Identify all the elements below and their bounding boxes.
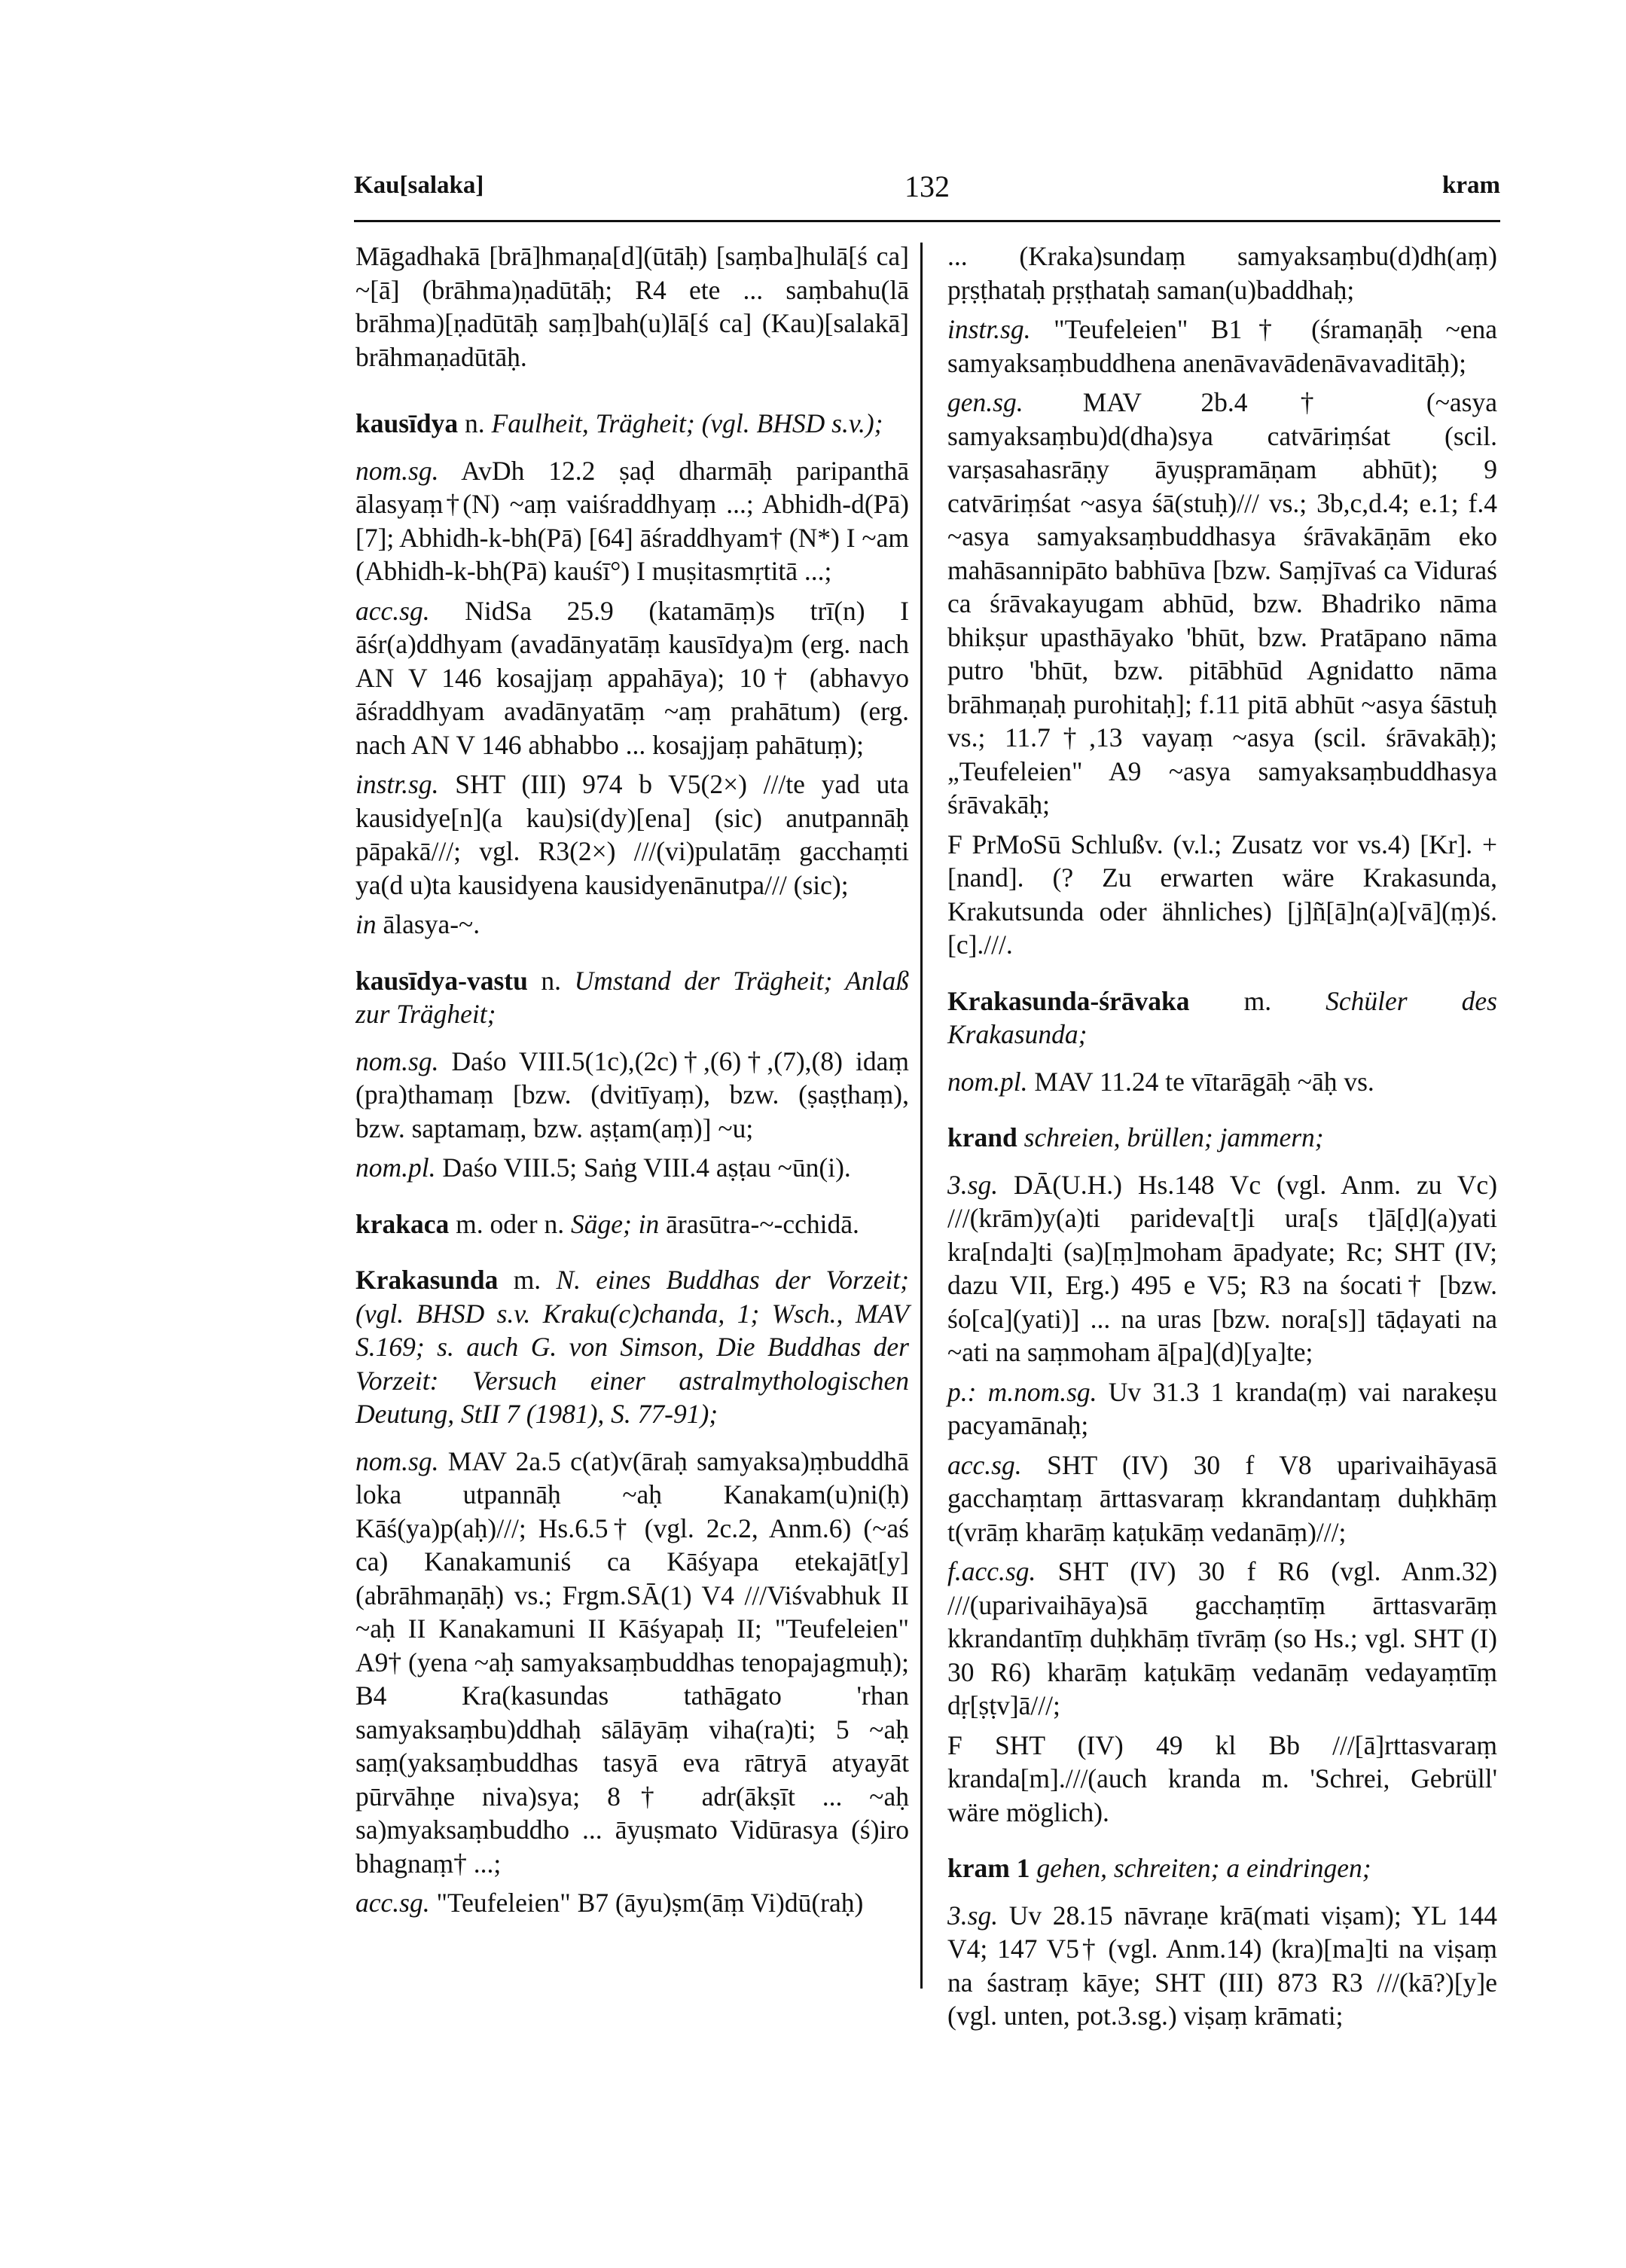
headword: krakaca	[355, 1208, 450, 1239]
form-label: nom.sg.	[355, 455, 439, 486]
form-label: nom.pl.	[947, 1066, 1028, 1097]
headword: krand	[947, 1122, 1017, 1152]
form-label: acc.sg.	[947, 1449, 1022, 1480]
form-label: 3.sg.	[947, 1900, 999, 1931]
lemma-line	[947, 984, 1497, 1052]
entry-kausidya	[355, 407, 909, 942]
headword: Krakasunda-śrāvaka	[947, 985, 1190, 1016]
citation	[947, 313, 1497, 380]
citation-text: ālasya-~.	[383, 909, 480, 939]
citation	[947, 1448, 1497, 1549]
form-label: nom.sg.	[355, 1045, 439, 1076]
citation	[355, 454, 909, 588]
citation	[947, 1555, 1497, 1723]
citation	[355, 908, 909, 942]
citation-text: MAV 11.24 te vītarāgāḥ ~āḥ vs.	[1034, 1066, 1374, 1097]
citation	[947, 1168, 1497, 1369]
entry-krakasunda-continued	[947, 240, 1497, 962]
citation-text: SHT (III) 974 b V5(2×) ///te yad uta kausidye[n](a kau)si(dy)[ena] (sic) anutpannāḥ pāpakā///; vgl. R3(2×) ///(vi)pulatāṃ gacchaṃti ya(d u)ta kausidyena kausidyenānutpa/// (sic);	[355, 769, 910, 900]
citation-text: NidSa 25.9 (katamāṃ)s trī(n) I āśr(a)ddhyam (avadānyatāṃ kausīdya)m (erg. nach AN V 146 kosajjaṃ appahāya); 10† (abhavyo āśraddhyam avadānyatāṃ ~aṃ prahātum) (erg. nach AN V 146 abhabbo ... kosajjaṃ pahātuṃ);	[355, 595, 909, 760]
form-label: in	[355, 909, 377, 939]
entry-krakasunda	[355, 1263, 909, 1920]
right-column	[947, 240, 1497, 2056]
lemma-line	[355, 407, 909, 441]
headword: kausīdya-vastu	[355, 965, 528, 996]
citation-text: AvDh 12.2 ṣaḍ dharmāḥ paripanthā ālasyaṃ†(N) ~aṃ vaiśraddhyaṃ ...; Abhidh-d(Pā) [7]; Abhidh-k-bh(Pā) [64] āśraddhyam† (N*) I ~am (Abhidh-k-bh(Pā) kauśī°) I muṣitasmṛtitā ...;	[355, 455, 909, 586]
grammar: n.	[541, 965, 562, 996]
header-rule	[354, 220, 1500, 222]
grammar: n.	[465, 408, 485, 438]
citation	[947, 386, 1497, 822]
citation	[355, 1045, 909, 1146]
citation-text: "Teufeleien" B7 (āyu)ṣm(āṃ Vi)dū(raḥ)	[436, 1888, 864, 1918]
citation-text: Daśo VIII.5; Saṅg VIII.4 aṣṭau ~ūn(i).	[442, 1152, 851, 1183]
citation	[355, 1886, 909, 1920]
citation-text: MAV 2b.4† (~asya samyaksaṃbu)d(dha)sya catvāriṃśat (scil. varṣasahasrāṇy āyuṣpramāṇam abhūt); 9 catvāriṃśat ~asya śā(stuḥ)/// vs.; 3b,c,d.4; e.1; f.4 ~asya samyaksaṃbuddhasya śrāvakāṇām eko mahāsannipāto babhūva [bzw. Saṃjīvaś ca Viduraś ca śrāvakayugam abhūd, bzw. Bhadriko nāma bhikṣur upasthāyako 'bhūt, bzw. Pratāpano nāma putro 'bhūt, bzw. pitābhūd Agnidatto nāma brāhmaṇaḥ purohitaḥ]; f.11 pitā abhūt ~asya śāstuḥ vs.; 11.7†,13 vayaṃ ~asya (scil. śrāvakāḥ); „Teufeleien" A9 ~asya samyaksaṃbuddhasya śrāvakāḥ;	[947, 387, 1498, 820]
lemma-line	[947, 1121, 1497, 1155]
form-label: nom.sg.	[355, 1445, 439, 1476]
gloss: schreien, brüllen; jammern;	[1023, 1122, 1324, 1152]
left-column	[355, 240, 909, 1943]
headword: kausīdya	[355, 408, 459, 438]
citation-text: DĀ(U.H.) Hs.148 Vc (vgl. Anm. zu Vc) ///(krām)y(a)ti parideva[t]i ura[s t]ā[ḍ](a)yati kra[nda]ti (sa)[ṃ]moham āpadyate; Rc; SHT (IV; dazu VII, Erg.) 495 e V5; R3 na śocati† [bzw. śo[ca](yati)] ... na uras [bzw. nora[s]] tāḍayati na ~ati na saṃmoham ā[pa](d)[ya]te;	[947, 1169, 1498, 1367]
citation	[355, 1445, 909, 1881]
form-label: instr.sg.	[947, 314, 1031, 344]
grammar: m.	[513, 1265, 541, 1295]
citation	[355, 594, 909, 762]
gloss: Umstand der Trägheit; Anlaß zur Trägheit;	[355, 965, 909, 1029]
citation	[355, 1151, 909, 1185]
entry-krand	[947, 1121, 1497, 1829]
citation-text: Daśo VIII.5(1c),(2c)†,(6)†,(7),(8) idaṃ (pra)thamaṃ [bzw. (dvitīyaṃ), bzw. (ṣaṣṭhaṃ), bzw. saptamaṃ, bzw. aṣṭam(aṃ)] ~u;	[355, 1045, 909, 1143]
citation-text: MAV 2a.5 c(at)v(āraḥ samyaksa)ṃbuddhā loka utpannāḥ ~aḥ Kanakam(u)ni(ḥ) Kāś(ya)p(aḥ)///; Hs.6.5† (vgl. 2c.2, Anm.6) (~aś ca) Kanakamuniś ca Kāśyapa etekajāt[y](abrāhmaṇāḥ) vs.; Frgm.SĀ(1) V4 ///Viśvabhuk II ~aḥ II Kanakamuni II Kāśyapaḥ II; "Teufeleien" A9† (yena ~aḥ samyaksaṃbuddhas tenopajagmuḥ); B4 Kra(kasundas tathāgato 'rhan samyaksaṃbu)ddhaḥ sālāyāṃ viha(ra)ti; 5 ~aḥ saṃ(yaksaṃbuddhas tasyā eva rātryā atyayāt pūrvāhṇe niva)sya; 8† adr(ākṣīt ... ~aḥ sa)myaksaṃbuddho ... āyuṣmato Vidūrasya (ś)iro bhagnaṃ† ...;	[355, 1445, 910, 1879]
lemma-line	[355, 1263, 909, 1431]
headword: kram 1	[947, 1853, 1030, 1883]
headword: Krakasunda	[355, 1265, 499, 1295]
form-label: acc.sg.	[355, 1888, 430, 1918]
form-label: gen.sg.	[947, 387, 1023, 417]
gloss: gehen, schreiten; a eindringen;	[1036, 1853, 1371, 1883]
column-divider	[920, 243, 923, 1989]
form-label: 3.sg.	[947, 1169, 999, 1200]
header-right-keyword: kram	[1442, 172, 1500, 199]
citation	[947, 1375, 1497, 1442]
entry-krakaca	[355, 1207, 909, 1241]
page-number: 132	[905, 169, 950, 203]
citation-text: Uv 31.3 1 kranda(ṃ) vai narakeṣu pacyamānaḥ;	[947, 1376, 1497, 1440]
grammar: m. oder n.	[456, 1208, 565, 1239]
continued-text: Māgadhakā [brā]hmaṇa[d](ūtāḥ) [saṃba]hulā[ś ca] ~[ā] (brāhma)ṇadūtāḥ; R4 ete ... saṃbahu(lā brāhma)[ṇadūtāḥ saṃ]bah(u)lā[ś ca] (Kau)[salakā] brāhmaṇadūtāḥ.	[355, 241, 909, 372]
gloss: N. eines Buddhas der Vorzeit; (vgl. BHSD s.v. Kraku(c)chanda, 1; Wsch., MAV S.169; s. auch G. von Simson, Die Buddhas der Vorzeit: Versuch einer astralmythologischen Deutung, StII 7 (1981), S. 77-91);	[355, 1265, 909, 1429]
running-header	[354, 167, 1500, 212]
lemma-line	[947, 1851, 1497, 1885]
form-label: p.: m.nom.sg.	[947, 1376, 1097, 1407]
lemma-line	[355, 1207, 909, 1241]
grammar: m.	[1243, 985, 1272, 1016]
form-label: nom.pl.	[355, 1152, 436, 1183]
citation-text: SHT (IV) 30 f R6 (vgl. Anm.32) ///(uparivaihāya)sā gacchaṃtīṃ ārttasvarāṃ kkrandantīṃ duḥkhāṃ tīvrāṃ (so Hs.; vgl. SHT (I) 30 R6) kharāṃ kaṭukāṃ vedanāṃ vedayaṃtīṃ dṛ[ṣṭv]ā///;	[947, 1556, 1498, 1720]
citation	[947, 1899, 1497, 2033]
citation-text: "Teufeleien" B1† (śramaṇāḥ ~ena samyaksaṃbuddhena anenāvavādenāvavaditāḥ);	[947, 314, 1497, 378]
entry-kram	[947, 1851, 1497, 2033]
gloss: Säge; in	[570, 1208, 660, 1239]
continued-text: ... (Kraka)sundaṃ samyaksaṃbu(d)dh(aṃ) pṛṣṭhataḥ pṛṣṭhataḥ saman(u)baddhaḥ;	[947, 241, 1497, 305]
entry-kausidya-vastu	[355, 964, 909, 1185]
citation-text: Uv 28.15 nāvraṇe krā(mati viṣam); YL 144 V4; 147 V5† (vgl. Anm.14) (kra)[ma]ti na viṣaṃ na śastraṃ kāye; SHT (III) 873 R3 ///(kā?)[y]e (vgl. unten, pot.3.sg.) viṣaṃ krāmati;	[947, 1900, 1497, 2031]
form-label: instr.sg.	[355, 769, 439, 799]
compound-reference: ārasūtra-~-cchidā.	[666, 1208, 859, 1239]
form-label: f.acc.sg.	[947, 1556, 1036, 1586]
entry-continuation	[355, 240, 909, 374]
entry-krakasunda-sravaka	[947, 984, 1497, 1099]
gloss: Faulheit, Trägheit; (vgl. BHSD s.v.);	[491, 408, 883, 438]
header-left-keyword: Kau[salaka]	[354, 172, 484, 199]
citation: F PrMoSū Schlußv. (v.l.; Zusatz vor vs.4) [Kr]. + [nand]. (? Zu erwarten wäre Krakasunda, Krakutsunda oder ähnliches) [j]ñ[ā]n(a)[vā](ṃ)ś.[c].///.	[947, 829, 1497, 960]
gloss: Schüler des Krakasunda;	[947, 985, 1497, 1049]
lemma-line	[355, 964, 909, 1031]
citation	[947, 1065, 1497, 1099]
citation: F SHT (IV) 49 kl Bb ///[ā]rttasvaraṃ kranda[m].///(auch kranda m. 'Schrei, Gebrüll' wäre möglich).	[947, 1729, 1497, 1827]
citation	[355, 768, 909, 902]
citation-text: SHT (IV) 30 f V8 uparivaihāyasā gacchaṃtaṃ ārttasvaraṃ kkrandantaṃ duḥkhāṃ t(vrāṃ kharāṃ kaṭukāṃ vedanāṃ)///;	[947, 1449, 1497, 1547]
form-label: acc.sg.	[355, 595, 430, 626]
